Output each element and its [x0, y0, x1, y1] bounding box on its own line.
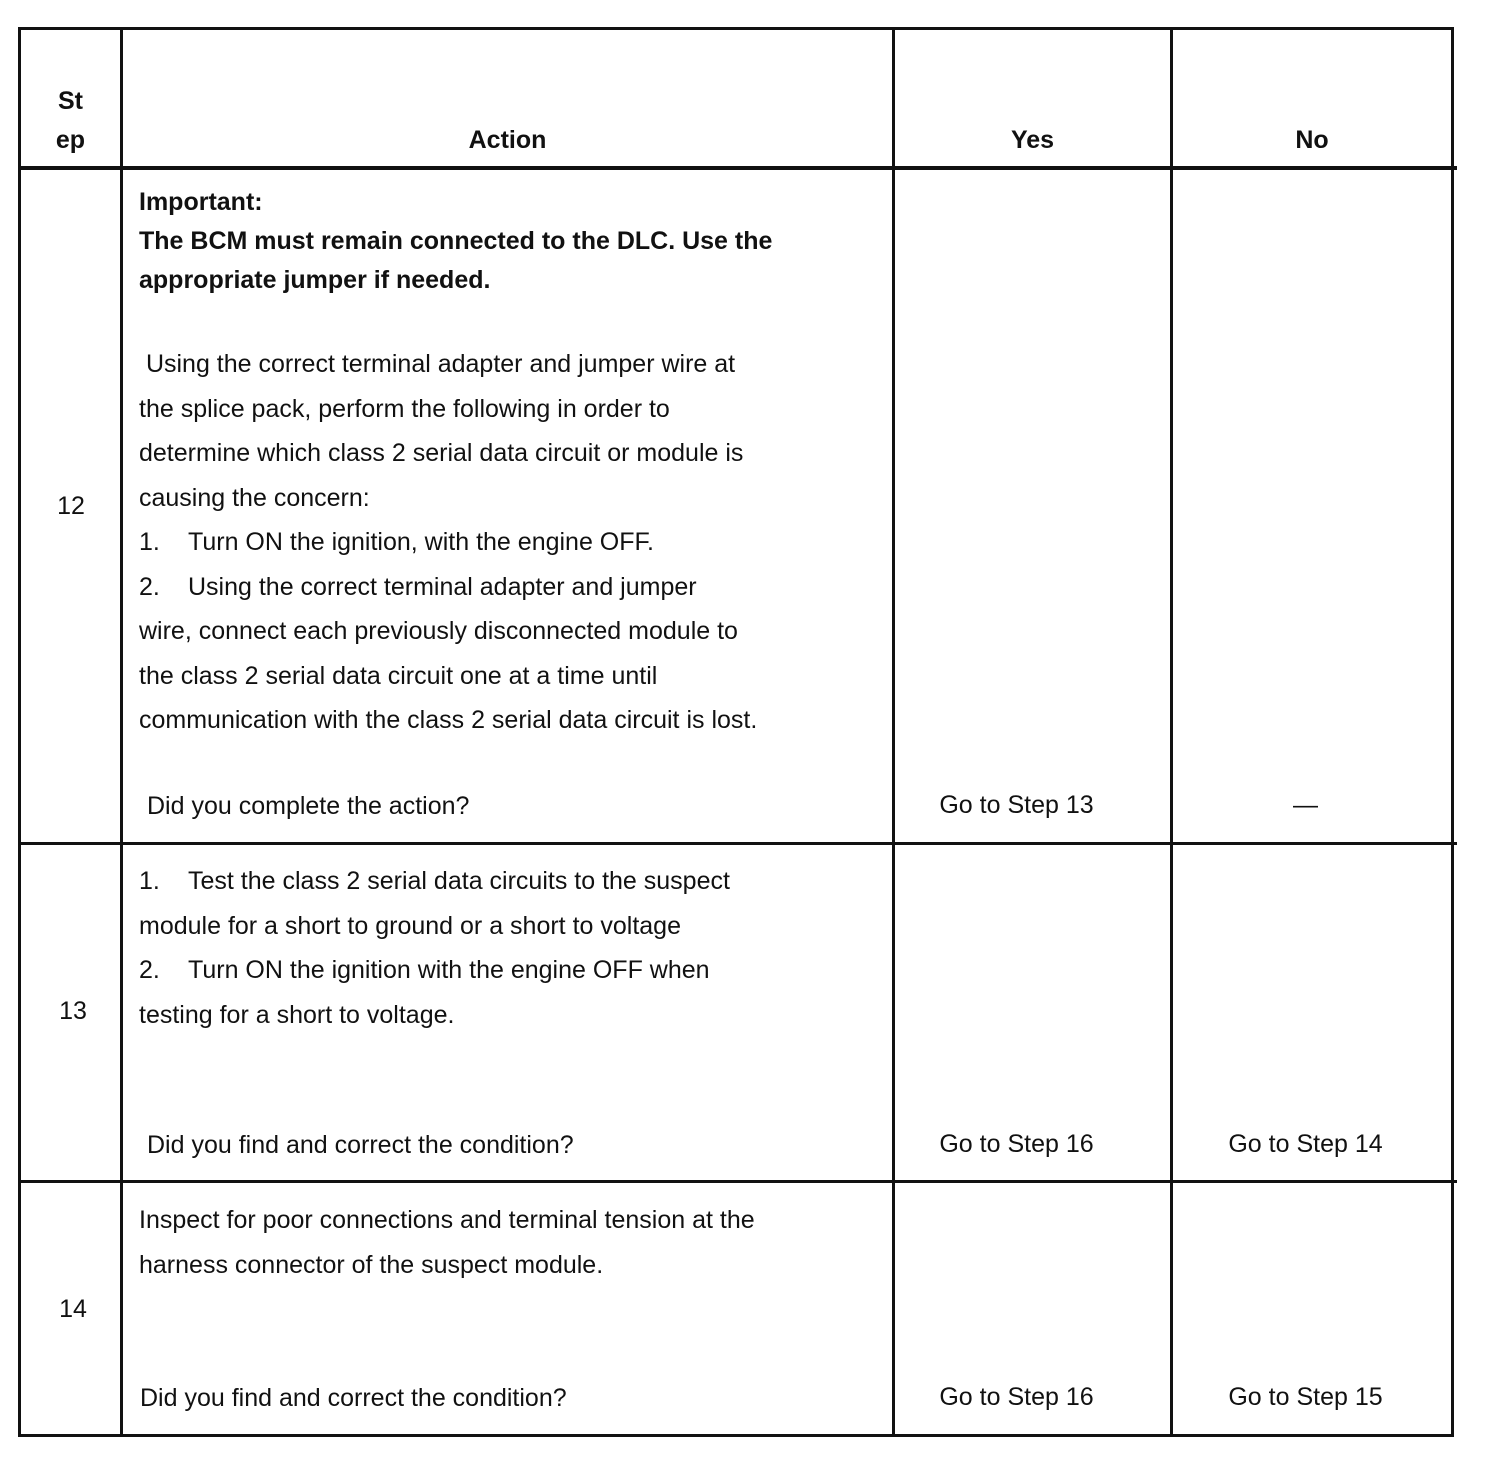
header-divider — [18, 166, 1457, 170]
header-step-line1: St — [58, 87, 83, 115]
column-divider — [120, 27, 123, 1437]
step-number: 14 — [59, 1295, 87, 1323]
row-divider — [18, 842, 1457, 845]
table-border-bottom — [18, 1434, 1454, 1437]
action-line: Inspect for poor connections and terminal tension at the — [139, 1206, 755, 1234]
action-line: the class 2 serial data circuit one at a time until — [139, 661, 658, 690]
yes-result: Go to Step 16 — [939, 1130, 1094, 1158]
header-step — [21, 82, 120, 160]
action-line: module for a short to ground or a short to voltage — [139, 911, 681, 940]
list-item-number: 1. — [139, 528, 160, 556]
important-note: The BCM must remain connected to the DLC. Use the — [139, 227, 773, 255]
header-action: Action — [468, 126, 547, 154]
header-yes: Yes — [1010, 126, 1055, 154]
yes-result: Go to Step 16 — [939, 1383, 1094, 1411]
no-result: Go to Step 15 — [1228, 1383, 1383, 1411]
action-line: the splice pack, perform the following in order to — [139, 394, 670, 423]
step-number: 12 — [57, 492, 85, 520]
question-text: Did you find and correct the condition? — [147, 1131, 574, 1159]
header-step-line2: ep — [55, 126, 86, 154]
table-border-right — [1451, 27, 1454, 1437]
table-border-top — [18, 27, 1454, 30]
action-text — [139, 1198, 755, 1287]
column-divider — [1170, 27, 1173, 1437]
no-result: — — [1293, 791, 1318, 819]
action-line: determine which class 2 serial data circuit or module is — [139, 439, 744, 467]
list-item-number: 2. — [139, 572, 160, 601]
list-item-text: Using the correct terminal adapter and jumper — [188, 572, 697, 601]
list-item-text: Turn ON the ignition, with the engine OFF. — [188, 528, 654, 556]
action-line: communication with the class 2 serial data circuit is lost. — [139, 706, 758, 734]
list-item — [139, 565, 757, 610]
action-line: wire, connect each previously disconnected module to — [139, 617, 738, 645]
question-text: Did you complete the action? — [147, 792, 470, 820]
header-no: No — [1295, 126, 1329, 154]
action-text — [139, 342, 757, 743]
action-text — [139, 859, 730, 1037]
row-divider — [18, 1180, 1457, 1183]
list-item — [139, 948, 730, 993]
list-item-number: 1. — [139, 867, 160, 895]
important-label: Important: — [139, 188, 263, 216]
list-item-text: Turn ON the ignition with the engine OFF when — [188, 956, 710, 984]
action-line: testing for a short to voltage. — [139, 1000, 455, 1029]
list-item — [139, 520, 757, 565]
important-note: appropriate jumper if needed. — [139, 266, 491, 294]
question-text: Did you find and correct the condition? — [140, 1384, 567, 1412]
action-text — [139, 183, 772, 300]
yes-result: Go to Step 13 — [939, 791, 1094, 819]
list-item-number: 2. — [139, 956, 160, 984]
column-divider — [892, 27, 895, 1437]
diagnostic-table — [18, 27, 1454, 1437]
action-line: Using the correct terminal adapter and jumper wire at — [139, 350, 736, 378]
action-line: harness connector of the suspect module. — [139, 1250, 604, 1279]
action-line: causing the concern: — [139, 483, 370, 512]
step-number: 13 — [59, 997, 87, 1025]
table-border-left — [18, 27, 21, 1437]
list-item — [139, 859, 730, 904]
list-item-text: Test the class 2 serial data circuits to the suspect — [188, 867, 730, 895]
no-result: Go to Step 14 — [1228, 1130, 1383, 1158]
